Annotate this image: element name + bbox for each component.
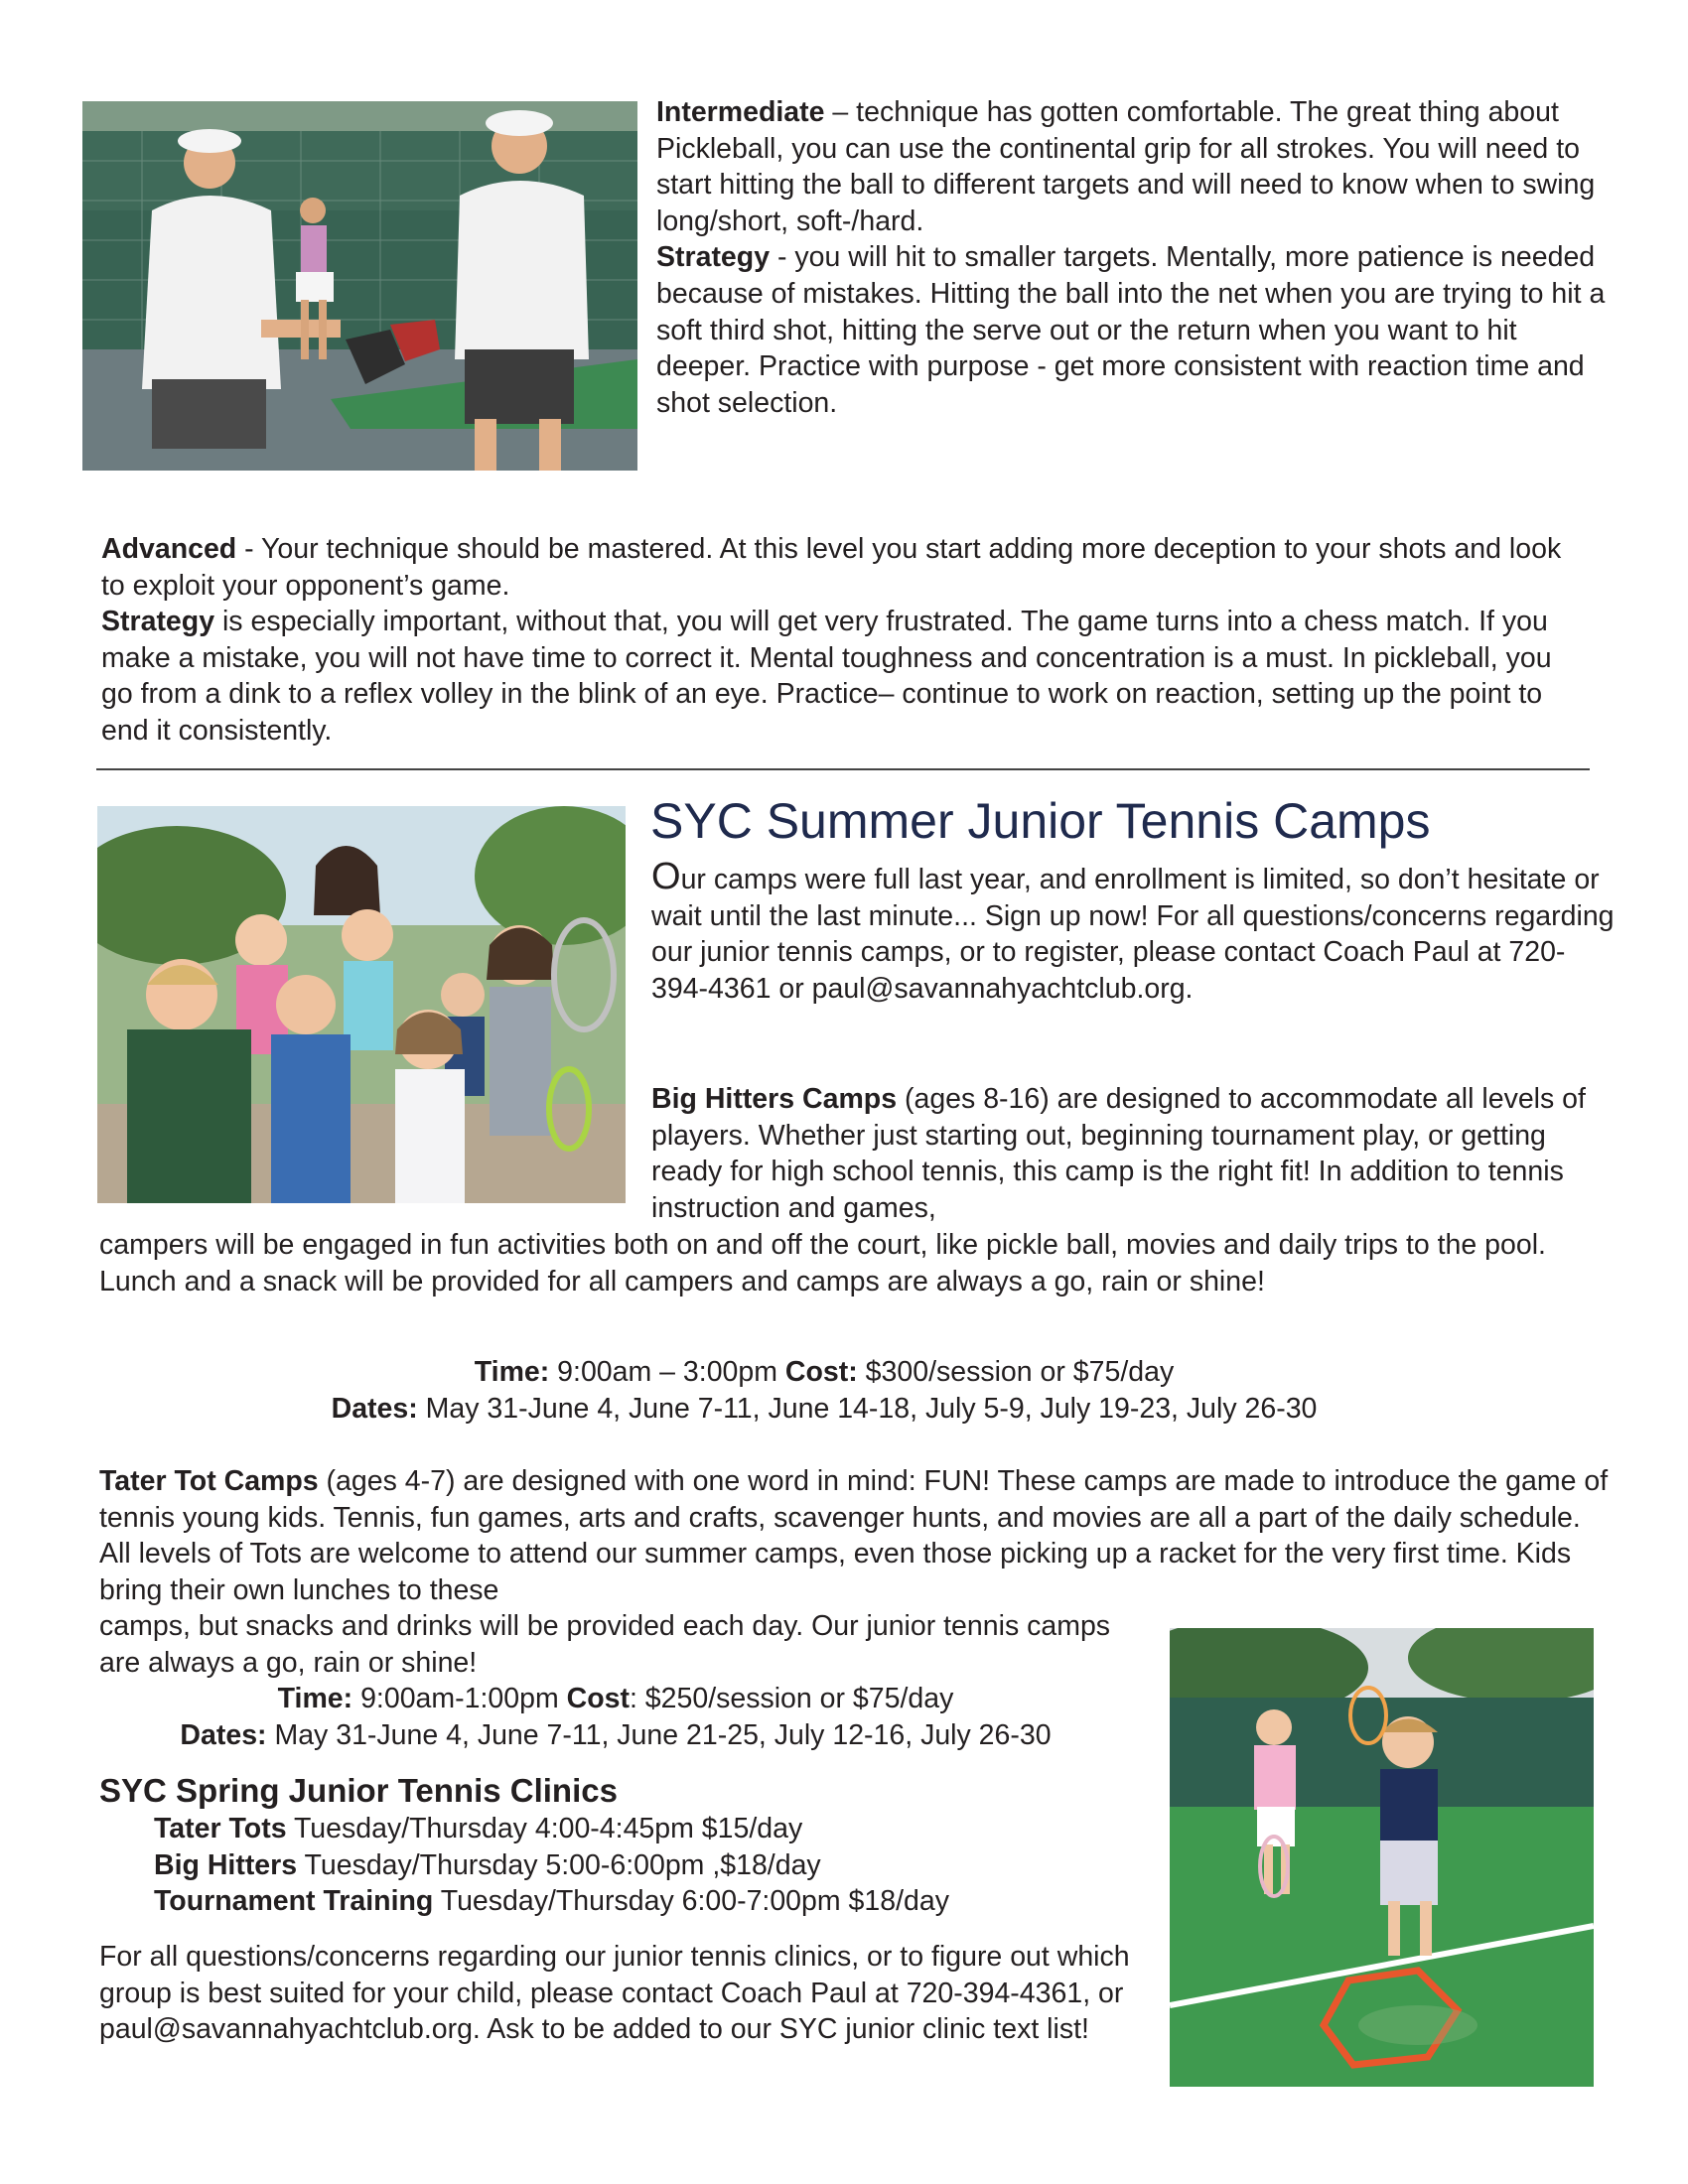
pickleball-players-photo bbox=[82, 101, 637, 471]
clinic-item bbox=[99, 1847, 1132, 1884]
junior-campers-photo bbox=[97, 806, 626, 1203]
clinic-item-label: Tater Tots bbox=[154, 1813, 287, 1844]
tater-tots-court-photo bbox=[1170, 1628, 1594, 2087]
bh-dates-label: Dates: bbox=[331, 1392, 418, 1425]
advanced-strategy-label: Strategy bbox=[101, 606, 215, 638]
camps-intro-text: ur camps were full last year, and enrollment is limited, so don’t hesitate or wait until the last minute... Sign up now! For all questions/concerns regarding our junior tennis camps, or to register, please contact Coach Paul at 720-394-4361 or paul@savannahyachtclub.org. bbox=[651, 864, 1615, 1005]
bh-time-value: 9:00am – 3:00pm bbox=[549, 1356, 785, 1388]
intermediate-strategy-label: Strategy bbox=[656, 241, 771, 274]
big-hitters-intro bbox=[651, 1081, 1617, 1226]
tt-cost-label: Cost bbox=[566, 1683, 630, 1714]
clinic-item-value: Tuesday/Thursday 4:00-4:45pm $15/day bbox=[286, 1813, 803, 1844]
intermediate-label: Intermediate bbox=[656, 96, 825, 128]
tater-tot-label: Tater Tot Camps bbox=[99, 1465, 319, 1497]
camps-intro bbox=[651, 856, 1615, 1007]
bh-dates-value: May 31-June 4, June 7-11, June 14-18, July 5-9, July 19-23, July 26-30 bbox=[417, 1392, 1318, 1425]
clinic-item bbox=[99, 1883, 1132, 1920]
tt-cost-value: : $250/session or $75/day bbox=[629, 1683, 954, 1714]
big-hitters-continued bbox=[99, 1227, 1614, 1299]
clinics-section bbox=[99, 1771, 1132, 1920]
tater-tot-intro bbox=[99, 1463, 1614, 1608]
advanced-section bbox=[101, 531, 1591, 750]
tater-tot-time-cost bbox=[99, 1681, 1132, 1717]
bh-time-label: Time: bbox=[474, 1356, 550, 1388]
clinic-item bbox=[99, 1811, 1132, 1847]
big-hitters-dates bbox=[99, 1391, 1549, 1428]
intermediate-strategy-text: - you will hit to smaller targets. Mentally, more patience is needed because of mistakes. Hitting the ball into the net when you are trying to hit a soft third shot, hitting the serve out or the return when you want to hit deeper. Practice with purpose - get more consistent with reaction time and shot selection. bbox=[656, 241, 1606, 419]
clinics-contact bbox=[99, 1939, 1142, 2048]
clinic-item-value: Tuesday/Thursday 5:00-6:00pm ,$18/day bbox=[297, 1848, 821, 1881]
big-hitters-schedule bbox=[99, 1354, 1549, 1427]
clinic-item-value: Tuesday/Thursday 6:00-7:00pm $18/day bbox=[433, 1885, 949, 1918]
clinic-item-label: Big Hitters bbox=[154, 1848, 298, 1881]
advanced-strategy-text: is especially important, without that, you will get very frustrated. The game turns into a chess match. If you make a mistake, you will not have time to correct it. Mental toughness and concentration is a must. In pickleball, you go from a dink to a reflex volley in the blink of an eye. Practice– continue to work on reaction, setting up the point to end it consistently. bbox=[101, 606, 1552, 747]
tater-tot-dates bbox=[99, 1717, 1132, 1754]
tt-time-value: 9:00am-1:00pm bbox=[352, 1683, 567, 1714]
section-divider bbox=[96, 768, 1590, 770]
tt-dates-label: Dates: bbox=[180, 1718, 267, 1751]
big-hitters-cont-text: campers will be engaged in fun activities both on and off the court, like pickle ball, movies and daily trips to the pool. Lunch and a snack will be provided for all campers and camps are always a go, rain or shine! bbox=[99, 1229, 1546, 1297]
clinics-title: SYC Spring Junior Tennis Clinics bbox=[99, 1772, 618, 1809]
clinic-item-label: Tournament Training bbox=[154, 1885, 434, 1918]
bh-cost-value: $300/session or $75/day bbox=[857, 1356, 1175, 1388]
big-hitters-text: (ages 8-16) are designed to accommodate all levels of players. Whether just starting out, beginning tournament play, or getting ready for high school tennis, this camp is the right fit! In addition to tennis instruction and games, bbox=[651, 1083, 1586, 1224]
tater-tot-text-2: camps, but snacks and drinks will be provided each day. Our junior tennis camps are always a go, rain or shine! bbox=[99, 1610, 1111, 1679]
tater-tot-text: (ages 4-7) are designed with one word in mind: FUN! These camps are made to introduce the game of tennis young kids. Tennis, fun games, arts and crafts, scavenger hunts, and movies are all a part of the daily schedule. All levels of Tots are welcome to attend our summer camps, even those picking up a racket for the very first time. Kids bring their own lunches to these bbox=[99, 1465, 1609, 1606]
tater-tot-schedule bbox=[99, 1681, 1132, 1753]
big-hitters-time-cost bbox=[99, 1354, 1549, 1391]
intermediate-section bbox=[656, 94, 1610, 421]
tt-dates-value: May 31-June 4, June 7-11, June 21-25, July 12-16, July 26-30 bbox=[266, 1718, 1052, 1751]
big-hitters-label: Big Hitters Camps bbox=[651, 1083, 898, 1115]
tt-time-label: Time: bbox=[277, 1683, 353, 1714]
intermediate-text: – technique has gotten comfortable. The great thing about Pickleball, you can use the continental grip for all strokes. You will need to start hitting the ball to different targets and will need to know when to swing long/short, soft-/hard. bbox=[656, 96, 1596, 237]
clinics-contact-text: For all questions/concerns regarding our junior tennis clinics, or to figure out which group is best suited for your child, please contact Coach Paul at 720-394-4361, or paul@savannahyachtclub.org. Ask to be added to our SYC junior clinic text list! bbox=[99, 1941, 1130, 2046]
bh-cost-label: Cost: bbox=[784, 1356, 858, 1388]
camps-title: SYC Summer Junior Tennis Camps bbox=[650, 793, 1431, 849]
advanced-text: - Your technique should be mastered. At this level you start adding more deception to your shots and look to exploit your opponent’s game. bbox=[101, 533, 1562, 602]
tater-tot-continued bbox=[99, 1608, 1132, 1681]
camps-intro-dropcap: O bbox=[651, 856, 681, 897]
advanced-label: Advanced bbox=[101, 533, 237, 565]
